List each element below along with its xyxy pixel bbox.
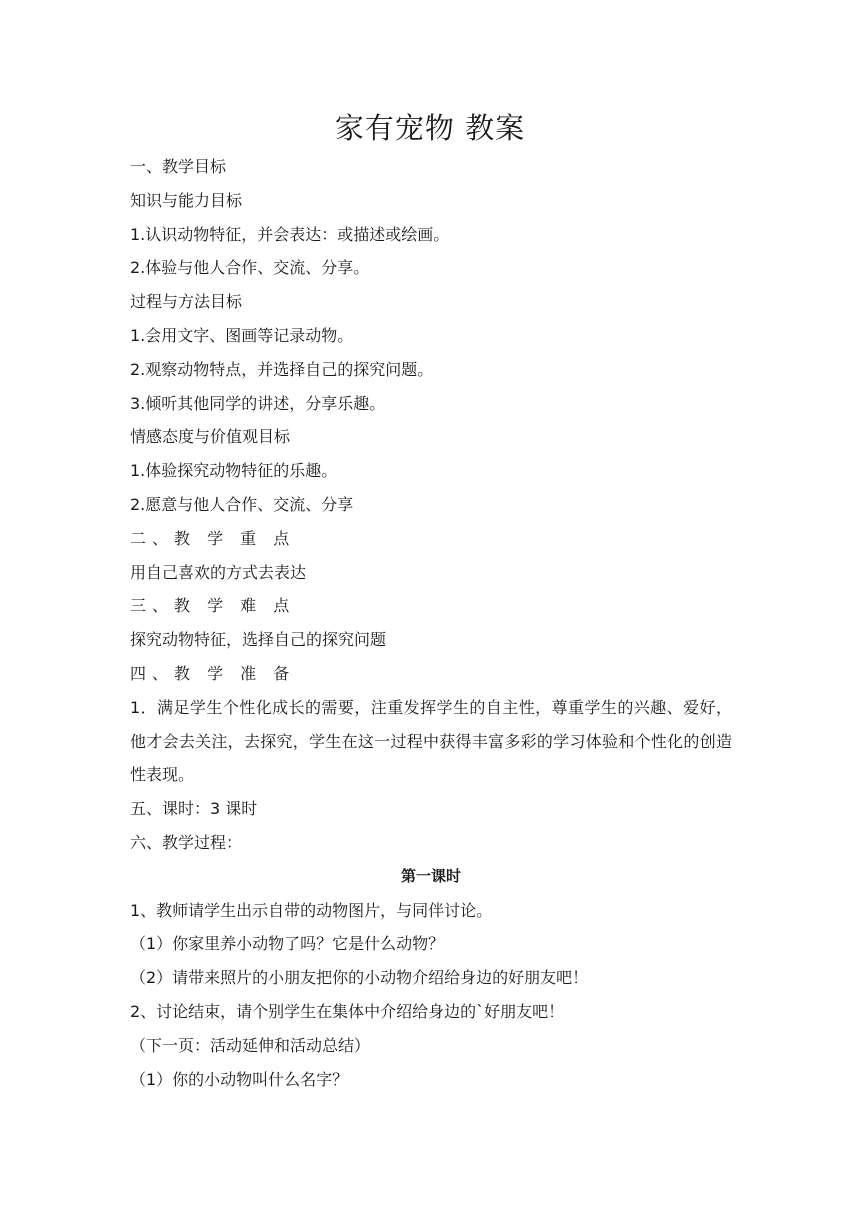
paragraph-preparation: 1．满足学生个性化成长的需要，注重发挥学生的自主性，尊重学生的兴趣、爱好，他才会去关注，去探究，学生在这一过程中获得丰富多彩的学习体验和个性化的创造性表现。 <box>130 697 732 785</box>
subheading-emotion-values: 情感态度与价值观目标 <box>130 427 291 447</box>
section-heading-class-hours: 五、课时：3 课时 <box>130 799 258 819</box>
list-item: 2、讨论结束，请个别学生在集体中介绍给身边的`好朋友吧！ <box>130 1001 565 1021</box>
list-item: （1）你家里养小动物了吗？它是什么动物？ <box>130 934 445 954</box>
section-heading-process: 六、教学过程： <box>130 832 243 852</box>
document-body <box>130 150 732 1096</box>
list-item: 2.愿意与他人合作、交流、分享 <box>130 494 354 514</box>
paragraph: 探究动物特征，选择自己的探究问题 <box>130 630 387 650</box>
list-item: 1.会用文字、图画等记录动物。 <box>130 325 354 345</box>
lesson-heading: 第一课时 <box>400 866 461 885</box>
paragraph: 用自己喜欢的方式去表达 <box>130 562 307 582</box>
list-item: 1.体验探究动物特征的乐趣。 <box>130 461 338 481</box>
section-heading-key-points: 二、教 学 重 点 <box>130 528 296 548</box>
subheading-process-method: 过程与方法目标 <box>130 292 243 312</box>
section-heading-difficulties: 三、教 学 难 点 <box>130 596 296 616</box>
list-item: 2.观察动物特点，并选择自己的探究问题。 <box>130 359 434 379</box>
list-item: （1）你的小动物叫什么名字？ <box>130 1069 349 1089</box>
list-item: 3.倾听其他同学的讲述，分享乐趣。 <box>130 393 386 413</box>
section-heading-objectives: 一、教学目标 <box>130 157 227 176</box>
subheading-knowledge-ability: 知识与能力目标 <box>130 190 243 210</box>
list-item: 1.认识动物特征，并会表达：或描述或绘画。 <box>130 224 450 244</box>
list-item: 2.体验与他人合作、交流、分享。 <box>130 258 370 278</box>
note-line: （下一页：活动延伸和活动总结） <box>130 1035 371 1055</box>
section-heading-preparation: 四、教 学 准 备 <box>130 663 296 683</box>
list-item: （2）请带来照片的小朋友把你的小动物介绍给身边的好朋友吧！ <box>130 968 589 988</box>
document-title: 家有宠物 教案 <box>334 111 526 145</box>
list-item: 1、教师请学生出示自带的动物图片，与同伴讨论。 <box>130 900 493 920</box>
